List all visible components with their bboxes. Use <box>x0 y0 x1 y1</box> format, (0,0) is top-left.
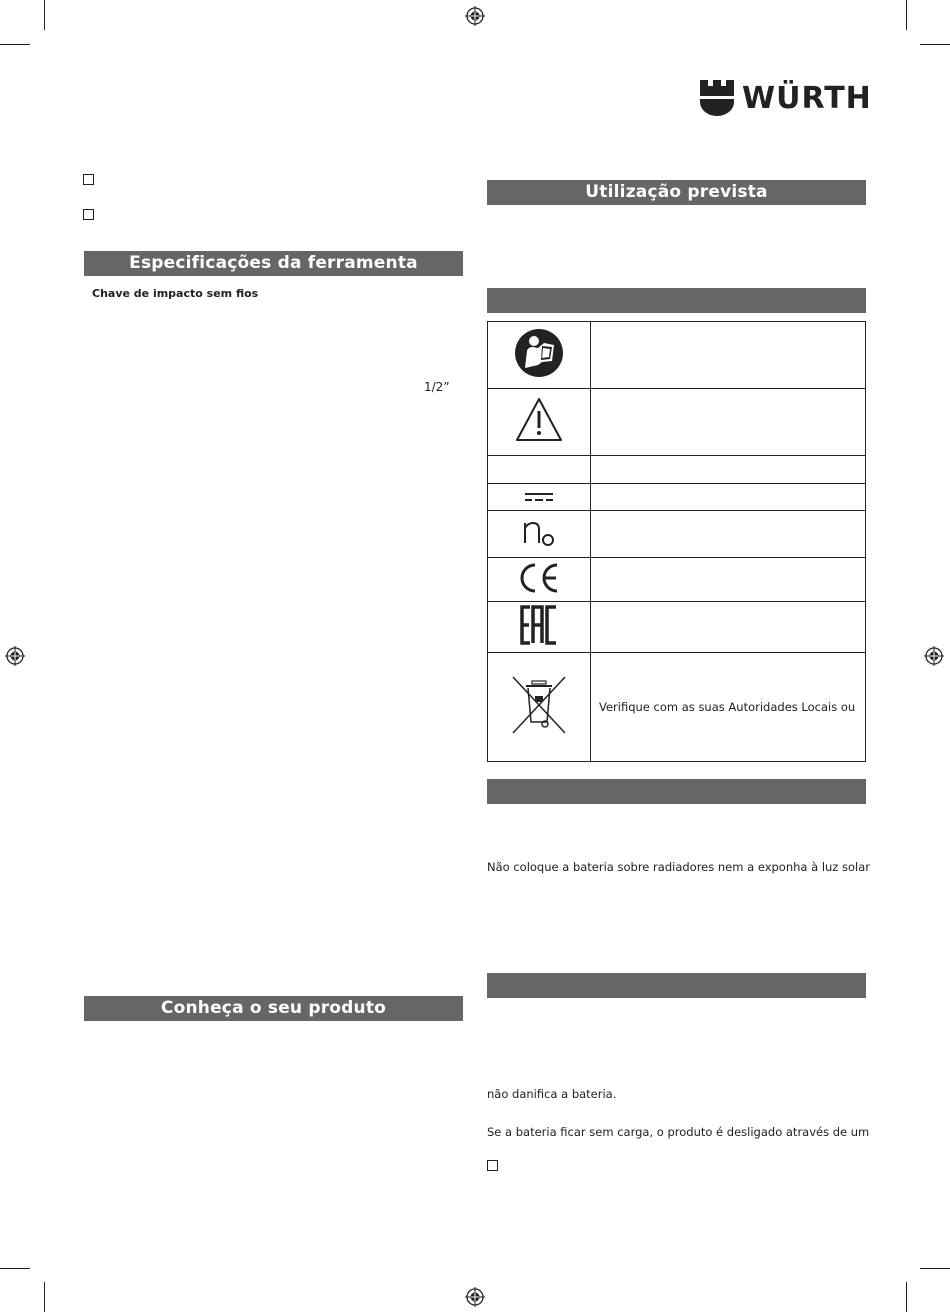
registration-mark-top <box>465 6 485 26</box>
drive-size-value: 1/2” <box>424 380 450 394</box>
crop-mark-br-h <box>920 1268 950 1269</box>
crop-mark-tr-v <box>906 0 907 30</box>
symbol-row <box>488 322 866 389</box>
know-product-section-header: Conheça o seu produto <box>84 996 463 1021</box>
symbol-cell <box>488 602 591 653</box>
direct-current-icon <box>524 491 554 503</box>
symbol-cell <box>488 389 591 456</box>
symbol-row <box>488 653 866 762</box>
crop-mark-bl-v <box>44 1282 45 1312</box>
checkbox[interactable] <box>83 174 94 185</box>
crop-mark-tr-h <box>920 44 950 45</box>
protection-section-header <box>487 973 866 998</box>
warning-triangle-icon <box>514 396 564 444</box>
symbol-description <box>591 558 866 602</box>
symbol-description <box>591 456 866 484</box>
symbol-row <box>488 456 866 484</box>
symbol-description <box>591 602 866 653</box>
symbol-cell <box>488 511 591 558</box>
specs-section-header: Especificações da ferramenta <box>84 251 463 276</box>
symbol-cell <box>488 653 591 762</box>
symbol-description <box>591 484 866 511</box>
symbols-section-header <box>487 288 866 313</box>
symbol-cell <box>488 322 591 389</box>
intended-use-section-header: Utilização prevista <box>487 180 866 205</box>
symbol-cell <box>488 456 591 484</box>
symbol-row <box>488 511 866 558</box>
product-name: Chave de impacto sem fios <box>92 287 259 300</box>
wurth-logo-icon <box>700 80 734 116</box>
checkbox[interactable] <box>487 1160 498 1171</box>
registration-mark-right <box>924 646 944 666</box>
crop-mark-tl-v <box>44 0 45 30</box>
battery-section-header <box>487 779 866 804</box>
symbol-row <box>488 484 866 511</box>
symbol-description <box>591 322 866 389</box>
battery-paragraph: Não coloque a bateria sobre radiadores nem a exponha à luz solar <box>487 860 870 874</box>
symbol-description <box>591 389 866 456</box>
checkbox[interactable] <box>83 209 94 220</box>
crop-mark-bl-h <box>0 1268 30 1269</box>
symbols-table <box>487 321 866 762</box>
crop-mark-br-v <box>906 1282 907 1312</box>
symbol-cell <box>488 558 591 602</box>
symbol-description: Verifique com as suas Autoridades Locais ou <box>591 653 866 762</box>
no-load-speed-icon <box>522 515 556 549</box>
eac-mark-icon <box>520 605 558 645</box>
weee-crossed-bin-icon <box>510 674 568 736</box>
crop-mark-tl-h <box>0 44 30 45</box>
symbol-row <box>488 602 866 653</box>
protection-paragraph-2: Se a bateria ficar sem carga, o produto é desligado através de um <box>487 1125 870 1139</box>
symbol-row <box>488 389 866 456</box>
registration-mark-bottom <box>465 1287 485 1307</box>
symbol-cell <box>488 484 591 511</box>
ce-mark-icon <box>517 562 561 594</box>
symbol-row <box>488 558 866 602</box>
symbol-description <box>591 511 866 558</box>
brand-name: WÜRTH <box>742 81 872 116</box>
protection-paragraph-1: não danifica a bateria. <box>487 1087 617 1101</box>
registration-mark-left <box>5 646 25 666</box>
read-manual-icon <box>514 328 564 378</box>
